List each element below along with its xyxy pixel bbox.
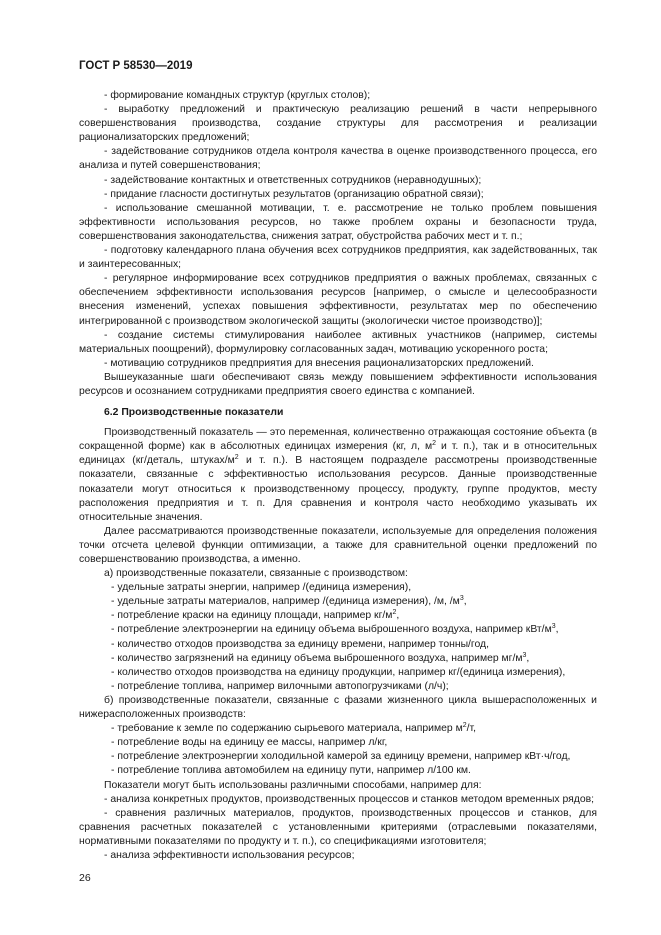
list-item: - регулярное информирование всех сотрудников предприятия о важных проблемах, связанных с обеспечением эффективности использования ресурсов [например, о смысле и целесообразности внесения изменений, успехах повышения эффективности, результатах мер по обеспечению интегрированной с производством экологической защиты (экологически чистое производство)]; xyxy=(79,273,597,327)
indicator-item: - потребление топлива автомобилем на единицу пути, например л/100 км. xyxy=(111,765,471,777)
indicator-item: - количество отходов производства за единицу времени, например тонны/год, xyxy=(111,638,489,650)
indicator-item xyxy=(79,623,597,637)
list-item: - мотивацию сотрудников предприятия для внесения рационализаторских предложений. xyxy=(104,357,534,369)
list-item: - использование смешанной мотивации, т. е. рассмотрение не только проблем повышения эффективности использования ресурсов, но также проблем охраны и безопасности труда, совершенствования законодательства, снижения затрат, обустройства рабочих мест и т. п.; xyxy=(79,202,597,242)
indicator-item: - потребление воды на единицу ее массы, например л/кг, xyxy=(111,737,388,749)
indicator-text: - количество загрязнений на единицу объема выброшенного воздуха, например мг/м xyxy=(111,652,523,664)
superscript: 3 xyxy=(459,595,464,603)
list-item: - формирование командных структур (круглых столов); xyxy=(104,90,371,101)
section-heading: 6.2 Производственные показатели xyxy=(104,407,284,419)
intro-paragraph: Далее рассматриваются производственные показатели, используемые для определения положения точки отсчета целевой функции оптимизации, а также для сравнительной оценки предложений по совершенствованию производства, а именно. xyxy=(79,525,597,565)
superscript: 3 xyxy=(551,623,556,631)
list-item: - задействование сотрудников отдела контроля качества в оценке производственного процесса, его анализа и путей совершенствования; xyxy=(79,146,597,172)
usage-intro: Показатели могут быть использованы различными способами, например для: xyxy=(104,779,482,791)
indicator-item: - потребление электроэнергии холодильной камерой за единицу времени, например кВт·ч/год, xyxy=(111,751,571,763)
usage-item: - анализа конкретных продуктов, производственных процессов и станков методом временных рядов; xyxy=(104,793,595,805)
indicator-text: , xyxy=(463,596,467,608)
usage-item: - анализа эффективности использования ресурсов; xyxy=(104,849,355,861)
indicator-item: - удельные затраты энергии, например /(единица измерения), xyxy=(111,582,412,594)
indicator-text: - удельные затраты материалов, например /(единица измерения), /м, /м xyxy=(111,596,460,608)
indicator-item xyxy=(79,609,597,623)
page-number: 26 xyxy=(79,872,91,884)
indicator-text: /т, xyxy=(466,723,477,735)
list-item: - задействование контактных и ответственных сотрудников (неравнодушных); xyxy=(104,174,482,186)
list-item: - выработку предложений и практическую реализацию решений в части непрерывного совершенствования производства, создание структуры для рассмотрения и реализации рационализаторских предложений; xyxy=(79,104,597,144)
indicator-text: - требование к земле по содержанию сырьевого материала, например м xyxy=(111,723,463,735)
indicator-item: - количество отходов производства на единицу продукции, например кг/(единица измерения), xyxy=(111,666,566,678)
indicator-item xyxy=(79,652,597,666)
definition-text: Производственный показатель — это переменная, количественно отражающая состояние объекта (в сокращенной форме) как в абсолютных единицах измерения (кг, л, м xyxy=(79,427,597,453)
superscript: 2 xyxy=(392,609,397,617)
summary-paragraph: Вышеуказанные шаги обеспечивают связь между повышением эффективности использования ресурсов и осознанием сотрудниками предприятия своего единства с компанией. xyxy=(79,371,597,397)
superscript: 2 xyxy=(234,454,239,462)
group-a-heading: а) производственные показатели, связанные с производством: xyxy=(104,568,408,580)
indicator-text: , xyxy=(555,624,559,636)
indicator-item xyxy=(79,595,597,609)
group-b-heading: б) производственные показатели, связанные с фазами жизненного цикла вышерасположенных и нижерасположенных производств: xyxy=(79,694,597,721)
superscript: 3 xyxy=(522,651,527,659)
indicator-item: - потребление топлива, например вилочными автопогрузчиками (л/ч); xyxy=(111,680,449,692)
definition-paragraph xyxy=(79,426,597,525)
indicator-text: - потребление электроэнергии на единицу объема выброшенного воздуха, например кВт/м xyxy=(111,624,552,636)
document-body xyxy=(79,89,597,863)
indicator-text: , xyxy=(526,652,530,664)
definition-text: и т. п.), так и в относительных единицах (кг/деталь, штуках/м xyxy=(79,441,598,467)
indicator-text: - потребление краски на единицу площади, например кг/м xyxy=(111,610,393,622)
definition-text: и т. п.). В настоящем подразделе рассмотрены производственные показатели, связанные с эффективностью использования ресурсов. Данные производственные показатели могут относиться к производственному процессу, продукту, группе продуктов, месту расположения предприятия и т. п. Для сравнения и контроля часто необходимо указывать их относительные значения. xyxy=(79,455,597,523)
document-code-header: ГОСТ Р 58530—2019 xyxy=(79,60,193,72)
indicator-text: , xyxy=(396,610,400,622)
list-item: - создание системы стимулирования наиболее активных участников (например, системы материальных поощрений), формулировку согласованных задач, мотивацию ускоренного роста; xyxy=(79,329,597,355)
superscript: 2 xyxy=(432,440,437,448)
list-item: - подготовку календарного плана обучения всех сотрудников предприятия, как задействованных, так и заинтересованных; xyxy=(79,245,597,271)
superscript: 2 xyxy=(462,722,467,730)
usage-item: - сравнения различных материалов, продуктов, производственных процессов и станков, для сравнения расчетных показателей с установленными критериями (отраслевыми показателями, нормативными показателями по продукту и т. п.), со спецификациями изготовителя; xyxy=(79,807,597,847)
indicator-item xyxy=(79,722,597,736)
list-item: - придание гласности достигнутых результатов (организацию обратной связи); xyxy=(104,188,484,200)
